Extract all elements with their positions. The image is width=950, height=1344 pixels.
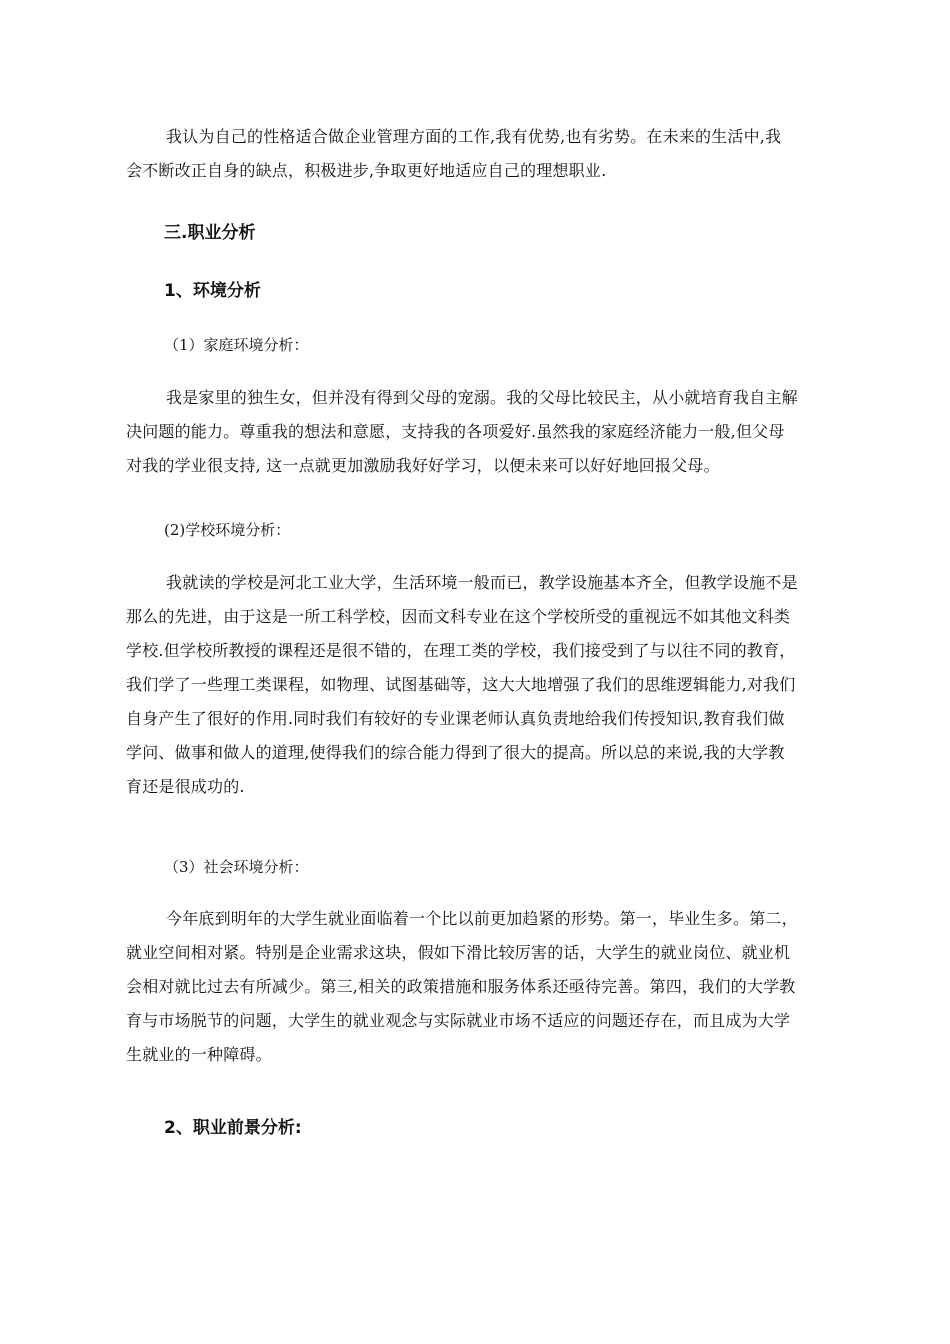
paragraph-line: 我们学了一些理工类课程，如物理、试图基础等，这大大地增强了我们的思维逻辑能力,对我们 — [126, 675, 796, 694]
paragraph-line: 自身产生了很好的作用.同时我们有较好的专业课老师认真负责地给我们传授知识,教育我们做 — [126, 709, 785, 728]
subsection-heading-environment: 1、环境分析 — [164, 281, 261, 301]
paragraph-line: 那么的先进，由于这是一所工科学校，因而文科专业在这个学校所受的重视远不如其他文科类 — [126, 607, 791, 626]
paragraph-line: 育与市场脱节的问题，大学生的就业观念与实际就业市场不适应的问题还存在，而且成为大学 — [126, 1011, 791, 1030]
paragraph-line: 会不断改正自身的缺点，积极进步,争取更好地适应自己的理想职业. — [126, 161, 607, 180]
paragraph-self-assessment — [126, 120, 826, 188]
paragraph-line: 就业空间相对紧。特别是企业需求这块，假如下滑比较厉害的话，大学生的就业岗位、就业机 — [126, 943, 791, 962]
paragraph-line: 生就业的一种障碍。 — [126, 1045, 272, 1064]
subheading-family-environment: （1）家庭环境分析： — [164, 336, 309, 354]
paragraph-line: 今年底到明年的大学生就业面临着一个比以前更加趋紧的形势。第一，毕业生多。第二， — [166, 909, 798, 928]
paragraph-school-environment — [126, 566, 826, 804]
paragraph-line: 会相对就比过去有所减少。第三,相关的政策措施和服务体系还亟待完善。第四，我们的大学教 — [126, 977, 796, 996]
subsection-heading-career-prospect: 2、职业前景分析: — [164, 1118, 302, 1138]
subheading-school-environment: (2)学校环境分析： — [164, 521, 291, 539]
paragraph-line: 决问题的能力。尊重我的想法和意愿，支持我的各项爱好.虽然我的家庭经济能力一般,但父母 — [126, 422, 785, 441]
paragraph-line: 对我的学业很支持, 这一点就更加激励我好好学习，以便未来可以好好地回报父母。 — [126, 456, 720, 475]
paragraph-line: 学校.但学校所教授的课程还是很不错的，在理工类的学校，我们接受到了与以往不同的教育， — [126, 641, 796, 660]
paragraph-line: 我就读的学校是河北工业大学，生活环境一般而已，教学设施基本齐全，但教学设施不是 — [166, 573, 798, 592]
paragraph-family-environment — [126, 381, 826, 483]
paragraph-line: 育还是很成功的. — [126, 777, 245, 796]
paragraph-line: 我是家里的独生女，但并没有得到父母的宠溺。我的父母比较民主，从小就培育我自主解 — [166, 388, 798, 407]
paragraph-line: 学问、做事和做人的道理,使得我们的综合能力得到了很大的提高。所以总的来说,我的大学教 — [126, 743, 785, 762]
section-heading-career-analysis: 三.职业分析 — [164, 223, 256, 243]
subheading-social-environment: （3）社会环境分析： — [164, 858, 309, 876]
paragraph-line: 我认为自己的性格适合做企业管理方面的工作,我有优势,也有劣势。在未来的生活中,我 — [166, 127, 782, 146]
paragraph-social-environment — [126, 902, 826, 1072]
